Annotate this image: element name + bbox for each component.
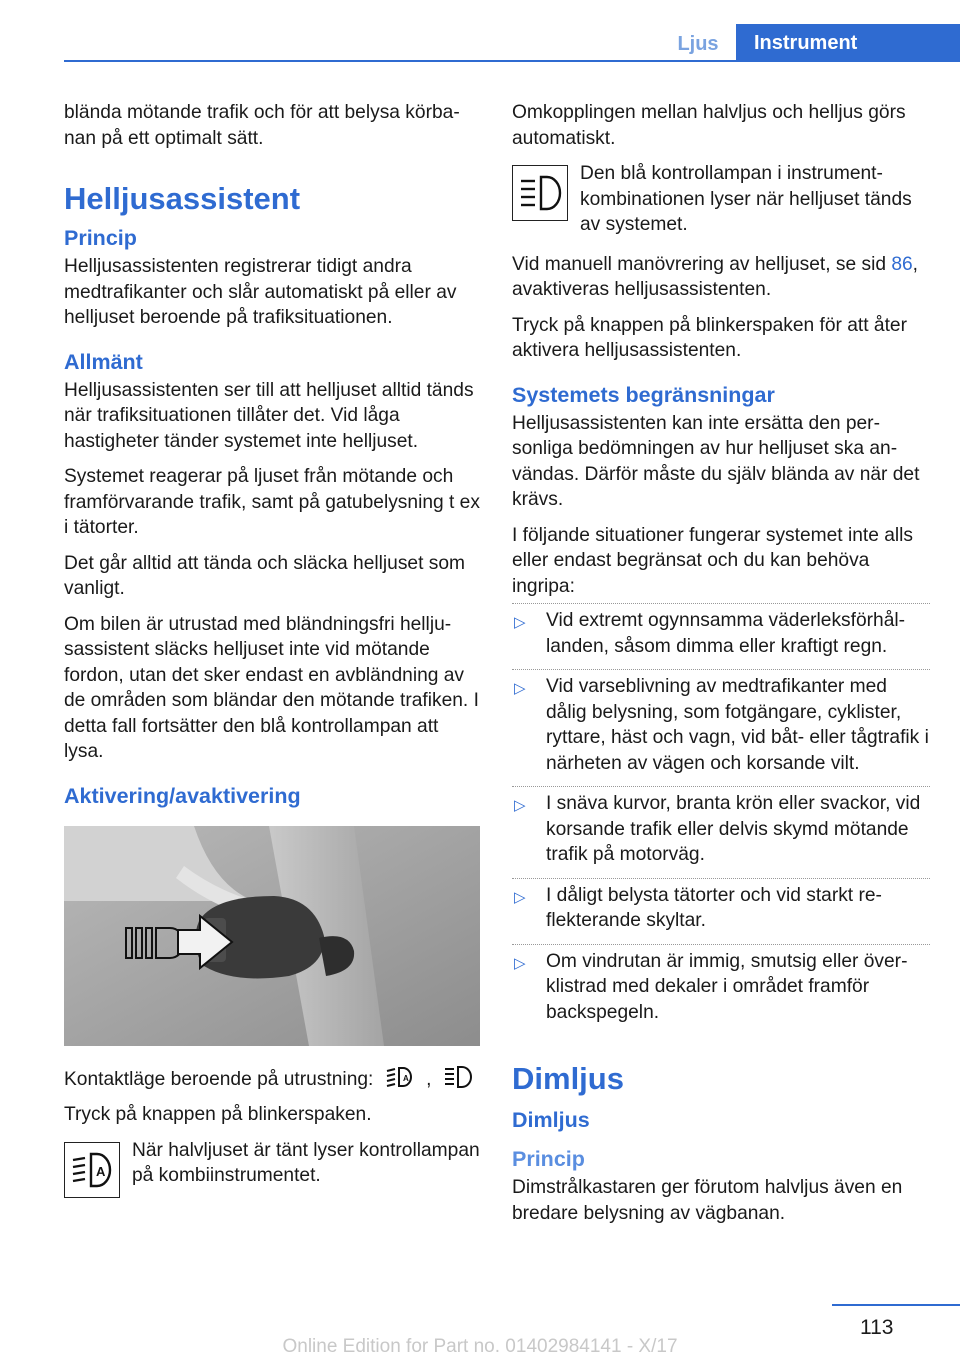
begransningar-text-1: Helljusassistenten kan inte ersätta den personliga bedömningen av hur helljuset ska användas. Därför måste du själv blända av när det krävs. [512,412,920,510]
kontakt-label: Kontaktläge beroende på utrustning: [64,1068,374,1090]
list-item [512,786,930,878]
blakontroll-text: Den blå kontrollampan i instrumentkombinationen lyser när helljuset tänds av systemet. [580,163,912,235]
auto-highbeam-icon [385,1065,415,1089]
list-item [512,878,930,944]
heading-princip-dimljus: Princip [512,1147,585,1171]
omkoppling-text: Omkopplingen mellan halvljus och helljus görs automatiskt. [512,102,906,149]
heading-allmant: Allmänt [64,349,143,374]
page-number: 113 [860,1316,894,1339]
bullet-triangle-icon: ▷ [514,954,526,972]
page-header [0,0,960,62]
list-item-text: Vid extremt ogynnsamma väderleksförhållanden, såsom dimma eller kraftigt regn. [546,610,906,657]
bullet-triangle-icon: ▷ [514,680,526,697]
halvljus-text: När halvljuset är tänt lyser kontrollampan på kombiinstrumentet. [132,1139,480,1186]
bullet-triangle-icon: ▷ [514,797,526,814]
allmant-text-4: Om bilen är utrustad med bländningsfri helljusassistent släcks helljuset inte vid mötande fordon, utan det sker endast en avbländning av de områden som bländar den mötande trafiken. I detta fall fortsätter den blå kontrollampan att lysa. [64,613,479,762]
header-rule [64,60,960,62]
list-item [512,669,930,786]
princip-text: Helljusassistenten registrerar tidigt andra medtrafikanter och slår automatiskt på eller av helljuset beroende på trafiksituationen. [64,256,457,328]
limitations-list [512,603,930,1035]
begransningar-text-2: I följande situationer fungerar systemet inte alls eller endast begränsat och du kan behöva ingripa: [512,524,914,597]
kontakt-separator: , [426,1068,432,1090]
blinker-stalk-photo [64,826,480,1046]
halvljus-note [64,1138,482,1198]
footer-rule [832,1304,960,1306]
left-column [64,100,482,1212]
manuell-text-b: , avaktiveras helljusassistenten. [512,253,919,300]
right-column [512,100,930,1236]
heading-dimljus: Dimljus [512,1061,624,1096]
bullet-triangle-icon: ▷ [514,888,526,906]
bullet-triangle-icon: ▷ [514,614,526,631]
heading-begransningar: Systemets begränsningar [512,382,775,407]
tab-instrument[interactable]: Instrument [736,24,960,62]
list-item-text: Om vindrutan är immig, smutsig eller överklistrad med dekaler i området framför backspegeln. [546,950,908,1023]
page-86-link[interactable]: 86 [891,253,913,275]
kontakt-text [64,1065,482,1093]
list-item [512,603,930,669]
list-item-text: I dåligt belysta tätorter och vid starkt reflekterande skyltar. [546,884,882,931]
heading-dimljus-sub: Dimljus [512,1108,590,1132]
tryck-ater-text: Tryck på knappen på blinkerspaken för att åter aktivera helljusassistenten. [512,314,907,361]
edition-footer: Online Edition for Part no. 01402984141 - X/17 [282,1336,678,1357]
tryck-text: Tryck på knappen på blinkerspaken. [64,1104,372,1125]
highbeam-indicator-icon [512,165,568,221]
heading-princip: Princip [64,226,137,250]
list-item [512,944,930,1036]
highbeam-icon [443,1065,473,1089]
heading-aktivering: Aktivering/avaktivering [64,783,301,808]
manuell-text-a: Vid manuell manövrering av helljuset, se sid [512,253,892,275]
allmant-text-1: Helljusassistenten ser till att helljuset alltid tänds när trafiksituationen tillåter det. Vid låga hastigheter tänder systemet inte helljuset. [64,379,474,452]
manuell-text [512,252,930,303]
dimljus-text: Dimstrålkastaren ger förutom halvljus även en bredare belysning av vägbanan. [512,1177,903,1224]
allmant-text-2: Systemet reagerar på ljuset från mötande och framförvarande trafik, samt på gatubelysning t ex i tätorter. [64,466,480,538]
auto-lowbeam-icon [64,1142,120,1198]
allmant-text-3: Det går alltid att tända och släcka helljuset som vanligt. [64,552,466,599]
list-item-text: Vid varseblivning av medtrafikanter med dålig belysning, som fotgängare, cyklister, ryttare, häst och vagn, vid båt- eller tågtrafik i närheten av vägen och korsande vilt. [546,676,929,774]
intro-text: blända mötande trafik och för att belysa körbanan på ett optimalt sätt. [64,102,460,149]
svg-text:A: A [96,1163,106,1179]
svg-text:A: A [402,1073,409,1083]
list-item-text: I snäva kurvor, branta krön eller svackor, vid korsande trafik eller delvis skymd mötande trafik på motorväg. [546,793,921,865]
heading-helljusassistent: Helljusassistent [64,181,301,216]
blakontroll-note [512,161,930,238]
tab-ljus[interactable]: Ljus [677,33,719,55]
